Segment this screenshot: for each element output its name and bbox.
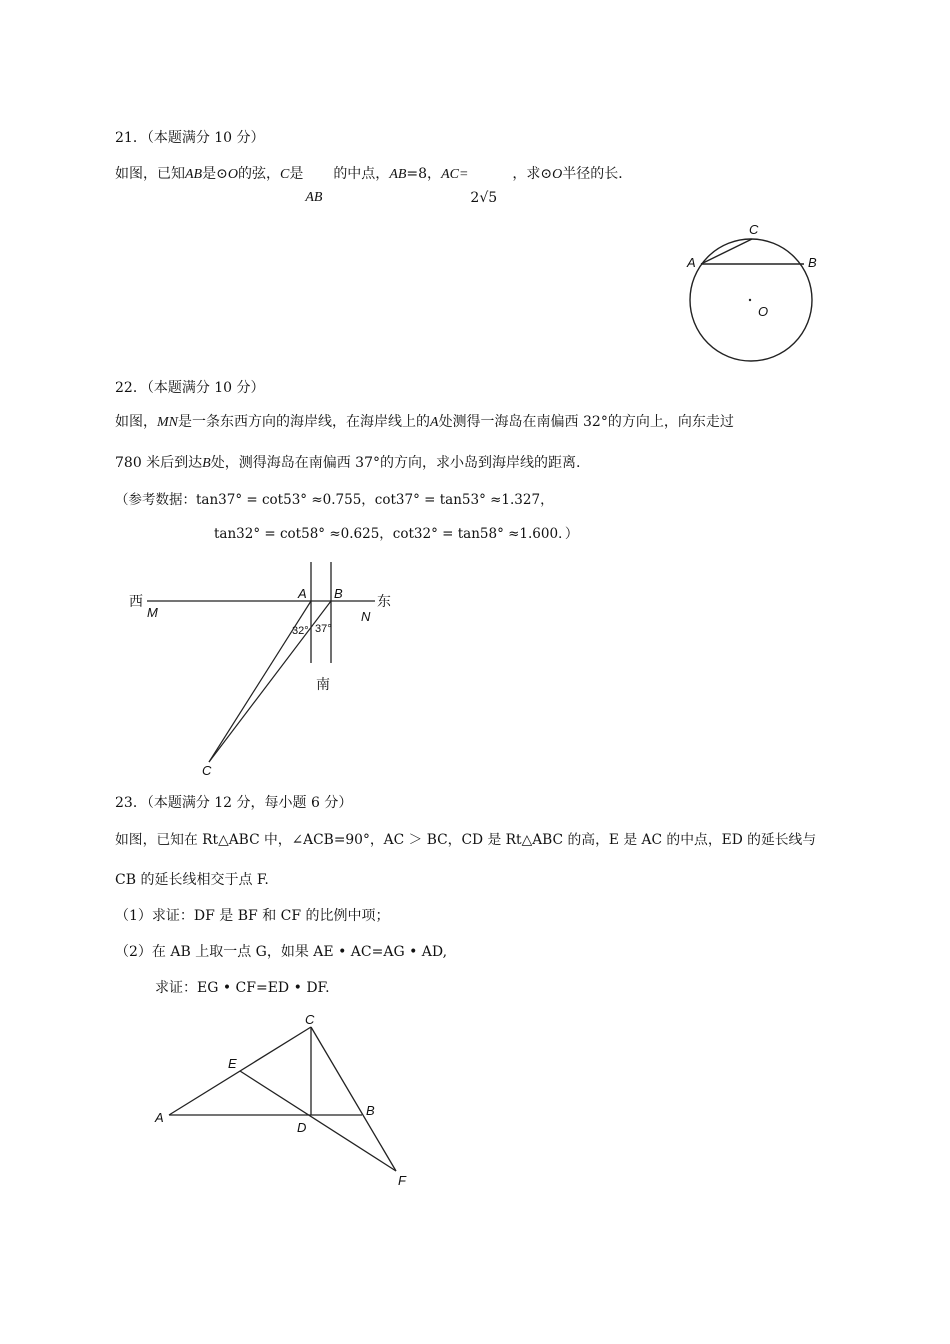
label-b: B bbox=[334, 586, 343, 601]
label-d: D bbox=[297, 1120, 307, 1135]
label-n: N bbox=[361, 609, 371, 624]
label-a: A bbox=[155, 1110, 164, 1125]
label-a: A bbox=[687, 255, 696, 270]
label-o: O bbox=[758, 304, 769, 319]
q23-header: 23．（本题满分 12 分，每小题 6 分） bbox=[115, 795, 353, 811]
q23-part1: （1）求证：DF 是 BF 和 CF 的比例中项； bbox=[115, 908, 390, 924]
q21-header: 21．（本题满分 10 分） bbox=[115, 130, 265, 146]
label-west: 西 bbox=[129, 594, 143, 610]
label-south: 南 bbox=[316, 677, 330, 693]
q23-part2: （2）在 AB 上取一点 G，如果 AE • AC=AG • AD, bbox=[115, 944, 448, 960]
label-angle-37: 37° bbox=[315, 623, 332, 635]
q23-line1: 如图，已知在 Rt△ABC 中，∠ACB=90°，AC ＞ BC，CD 是 Rt△ABC 的高，E 是 AC 的中点，ED 的延长线与 bbox=[115, 832, 817, 848]
label-a: A bbox=[298, 586, 307, 601]
segment-ef bbox=[240, 1071, 396, 1171]
segment-cf bbox=[311, 1027, 396, 1171]
label-f: F bbox=[398, 1173, 406, 1188]
label-b: B bbox=[808, 255, 817, 270]
q22-reference-1: （参考数据：tan37° = cot53° ≈0.755，cot37° = tan53° ≈1.327， bbox=[115, 492, 554, 508]
label-c: C bbox=[202, 763, 212, 778]
label-angle-32: 32° bbox=[292, 625, 309, 637]
q22-header: 22．（本题满分 10 分） bbox=[115, 380, 265, 396]
label-c: C bbox=[305, 1012, 315, 1027]
q22-line1: 如图，MN是一条东西方向的海岸线，在海岸线上的A处测得一海岛在南偏西 32°的方向上，向东走过 bbox=[115, 414, 734, 430]
q21-statement: 如图，已知AB是⊙O的弦，C是 AB 的中点，AB=8，AC= 2√5 ，求⊙O半径的长． bbox=[115, 166, 633, 206]
q23-part2-proof: 求证：EG • CF=ED • DF. bbox=[155, 980, 330, 996]
label-m: M bbox=[147, 605, 158, 620]
label-b: B bbox=[366, 1103, 375, 1118]
label-c: C bbox=[749, 222, 759, 237]
label-east: 东 bbox=[377, 594, 391, 610]
q23-line2: CB 的延长线相交于点 F. bbox=[115, 872, 269, 888]
q22-line2: 780 米后到达B处，测得海岛在南偏西 37°的方向，求小岛到海岸线的距离. bbox=[115, 455, 581, 471]
label-e: E bbox=[228, 1056, 237, 1071]
q22-reference-2: tan32° = cot58° ≈0.625，cot32° = tan58° ≈1.600．） bbox=[214, 526, 579, 542]
